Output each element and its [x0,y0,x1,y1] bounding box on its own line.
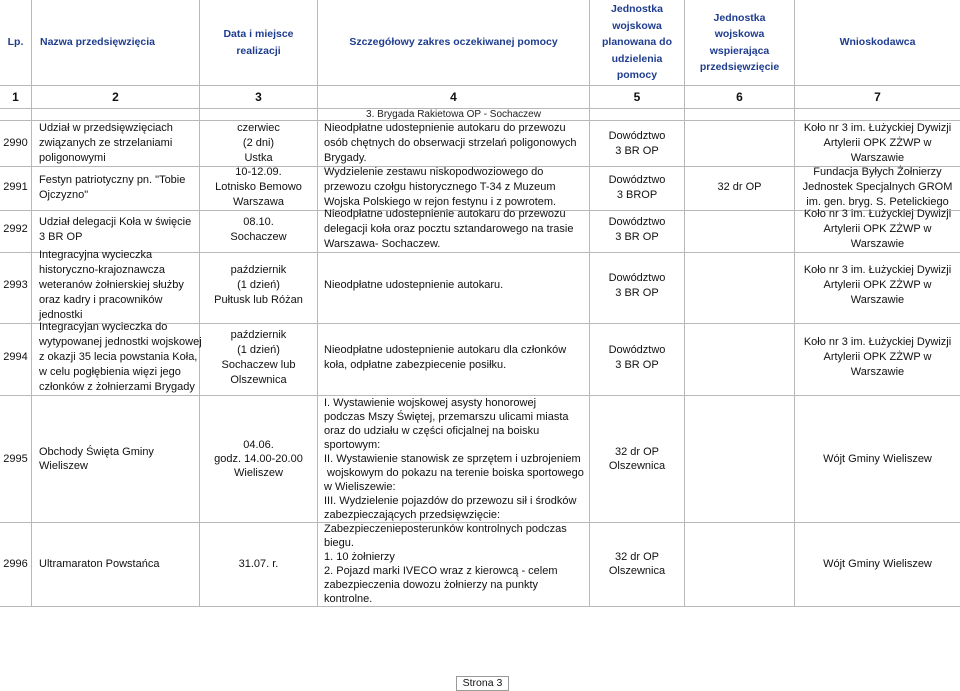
page-number-box [456,676,509,691]
planned-unit-cell [590,522,685,607]
event-name-text: weteranów żołnierskiej służby [39,279,184,291]
applicant-text: Koło nr 3 im. Łużyckiej Dywizji [803,122,952,134]
assistance-scope-text: III. Wydzielenie pojazdów do przewozu sił i środków [324,495,577,507]
assistance-scope-text: podczas Mszy Świętej, przemarszu ulicami miasta [324,411,569,423]
assistance-scope-text: oraz do udziału w części oficjalnej na boisku [324,425,540,437]
assistance-scope-text: przewozu czołgu historycznego T-34 z Muzeum [324,181,556,193]
supporting-unit-text: 32 dr OP [717,181,762,193]
page-number: Strona 3 [462,677,503,689]
date-and-place-text: 08.10. [243,215,274,228]
applicant-text: Fundacja Byłych Żołnierzy [813,166,942,178]
section-row [0,109,960,121]
table-row [0,320,960,396]
table-row [0,522,960,606]
header-planned-unit [590,0,685,86]
date-and-place-cell [200,121,318,167]
date-and-place-text: czerwiec [237,122,280,134]
applicant-text: Koło nr 3 im. Łużyckiej Dywizji [803,208,952,220]
row-number-text: 2992 [3,223,28,235]
date-and-place-text: Pułtusk lub Różan [214,294,303,306]
event-name-text: historyczno-krajoznawcza [39,264,165,276]
assistance-scope-text: Nieodpłatne udostepnienie autokaru dla członków [324,343,567,356]
header-planned-unit-label: Jednostka [611,3,663,16]
event-name-text: Festyn patriotyczny pn. "Tobie [39,173,186,186]
column-number: 1 [0,86,32,109]
date-and-place-text: Lotnisko Bemowo [215,181,302,193]
assistance-scope-text: zabezpieczających przedsięwzięcie: [324,509,501,521]
row-number-cell [0,165,32,211]
header-lp-label: Lp. [7,36,24,49]
applicant-text: Koło nr 3 im. Łużyckiej Dywizji [803,264,952,276]
empty-cell [32,109,200,121]
assistance-scope-text: koła, odpłatne zabezpiecenie posiłku. [324,358,507,371]
header-supporting-unit-label: wojskowa [714,28,765,40]
event-name-text: Udział delegacji Koła w święcie [39,215,192,228]
row-number-cell [0,248,32,324]
assistance-scope-text: wojskowym do pokazu na terenie boiska sportowego [324,467,584,479]
applicant-text: Artylerii OPK ZŻWP w [823,223,932,235]
date-and-place-cell [200,522,318,607]
planned-unit-text: 3 BR OP [615,230,659,243]
planned-unit-text: 3 BR OP [615,144,659,157]
supporting-unit-cell [685,121,795,167]
planned-unit-cell [590,165,685,211]
event-name-cell [32,522,200,607]
assistance-scope-text: Nieodpłatne udostepnienie autokaru do przewozu [324,208,566,220]
supporting-unit-cell [685,396,795,523]
assistance-scope-text: zabezpieczenia dowozu żołnierzy na punkty [324,579,539,591]
applicant-cell [795,522,960,607]
empty-cell [0,109,32,121]
event-name-text: z okazji 35 lecia powstania Koła, [39,351,198,363]
assistance-scope-cell [318,248,590,324]
assistance-scope-text: kontrolne. [324,593,373,605]
event-name-text: Integracyjan wycieczka do [39,321,168,333]
planned-unit-text: Dowództwo [608,129,666,142]
column-number: 7 [795,86,960,109]
applicant-cell [795,320,960,396]
row-number-text: 2995 [3,453,28,465]
assistance-scope-text: delegacji koła oraz pocztu sztandarowego na trasie [324,223,574,235]
assistance-scope-text: II. Wystawienie stanowisk ze sprzętem i uzbrojeniem [324,453,581,465]
planned-unit-text: Olszewnica [608,565,666,577]
header-date-and-place-label: realizacji [236,44,281,57]
assistance-scope-cell [318,522,590,607]
event-name-cell [32,320,200,396]
event-name-cell [32,396,200,523]
date-and-place-cell [200,396,318,523]
applicant-text: Artylerii OPK ZŻWP w [823,351,932,363]
date-and-place-text: Warszawa [233,196,284,208]
row-number-cell [0,207,32,253]
header-supporting-unit-label: przedsięwzięcie [699,61,780,73]
event-name-text: Udział w przedsięwzięciach [39,122,173,134]
planned-unit-text: Dowództwo [608,173,666,186]
planned-unit-cell [590,396,685,523]
event-name-text: wytypowanej jednostki wojskowej [39,336,202,348]
planned-unit-cell [590,248,685,324]
date-and-place-cell [200,165,318,211]
date-and-place-text: Sochaczew [230,230,287,243]
event-name-text: Ojczyzno" [39,188,89,201]
assistance-scope-text: Nieodpłatne udostepnienie autokaru do przewozu [324,122,566,134]
table-row [0,207,960,248]
planned-unit-text: 3 BROP [616,188,658,201]
date-and-place-cell [200,207,318,253]
empty-cell [795,109,960,121]
empty-cell [590,109,685,121]
assistance-scope-text: sportowym: [324,439,381,451]
row-number-text: 2990 [3,137,28,149]
applicant-cell [795,207,960,253]
date-and-place-text: Sochaczew lub [221,358,296,371]
header-supporting-unit [685,0,795,86]
applicant-text: im. gen. bryg. S. Petelickiego [806,196,949,208]
header-event-name [32,0,200,86]
date-and-place-text: (2 dni) [242,137,275,149]
applicant-cell [795,165,960,211]
assistance-scope-cell [318,207,590,253]
header-lp [0,0,32,86]
section-title: 3. Brygada Rakietowa OP - Sochaczew [318,109,590,121]
event-name-cell [32,248,200,324]
table-body [0,121,960,606]
table-row [0,165,960,207]
applicant-text: Wójt Gminy Wieliszew [823,558,932,570]
table-row [0,248,960,320]
event-name-text: jednostki [39,309,83,321]
event-name-text: Wieliszew [39,460,88,472]
column-number: 4 [318,86,590,109]
row-number-cell [0,396,32,523]
row-number-text: 2991 [3,181,28,193]
date-and-place-cell [200,248,318,324]
event-name-text: Obchody Święta Gminy [39,446,154,458]
applicant-text: Koło nr 3 im. Łużyckiej Dywizji [803,336,952,348]
applicant-cell [795,121,960,167]
assistance-scope-text: Zabezpieczenieposterunków kontrolnych podczas [324,523,567,535]
applicant-text: Warszawie [850,152,905,164]
header-assistance-scope [318,0,590,86]
assistance-scope-text: w Wieliszewie: [324,481,396,493]
table-row [0,121,960,165]
supporting-unit-cell [685,207,795,253]
date-and-place-text: godz. 14.00-20.00 [214,453,303,465]
row-number-cell [0,522,32,607]
header-planned-unit-label: planowana do [601,36,672,49]
applicant-text: Artylerii OPK ZŻWP w [823,137,932,149]
header-event-name-label: Nazwa przedsięwzięcia [40,36,155,49]
supporting-unit-cell [685,248,795,324]
event-name-text: poligonowymi [39,152,106,164]
assistance-scope-text: Wydzielenie zestawu niskopodwoziowego do [324,166,544,178]
empty-cell [685,109,795,121]
header-planned-unit-label: udzielenia [611,52,663,65]
assistance-scope-text: Wojska Polskiego w rejon festynu i z powrotem. [324,196,557,208]
event-name-text: członków z żołnierzami Brygady [39,381,195,393]
date-and-place-text: Wieliszew [234,467,283,479]
date-and-place-text: (1 dzień) [237,279,280,291]
planned-unit-cell [590,207,685,253]
header-applicant [795,0,960,86]
assistance-scope-cell [318,121,590,167]
date-and-place-text: Olszewnica [230,373,287,386]
assistance-scope-text: 2. Pojazd marki IVECO wraz z kierowcą - celem [324,565,558,577]
row-number-text: 2994 [3,351,28,363]
planned-unit-text: 3 BR OP [615,358,659,371]
header-assistance-scope-label: Szczegółowy zakres oczekiwanej pomocy [349,36,558,49]
table-row [0,396,960,522]
supporting-unit-cell [685,320,795,396]
event-name-text: oraz kadry i pracowników [39,294,163,306]
assistance-scope-text: biegu. [324,537,354,549]
planned-unit-text: Dowództwo [608,215,666,228]
empty-cell [200,109,318,121]
assistance-scope-cell [318,165,590,211]
header-planned-unit-label: wojskowa [612,19,662,32]
row-number-cell [0,320,32,396]
column-number: 3 [200,86,318,109]
applicant-text: Warszawie [850,366,905,378]
applicant-cell [795,248,960,324]
planned-unit-cell [590,121,685,167]
row-number-cell [0,121,32,167]
date-and-place-text: październik [230,264,287,276]
row-number-text: 2996 [3,558,28,570]
date-and-place-text: 10-12.09. [235,166,282,178]
event-name-text: w celu pogłębienia więzi jego [39,366,181,378]
assistance-scope-text: I. Wystawienie wojskowej asysty honorowej [324,397,537,409]
planned-unit-text: 32 dr OP [614,446,660,458]
supporting-unit-cell [685,522,795,607]
applicant-text: Warszawie [850,238,905,250]
date-and-place-text: 04.06. [243,439,274,451]
event-name-cell [32,121,200,167]
planned-unit-text: Dowództwo [608,343,666,356]
assistance-scope-text: osób chętnych do obserwacji strzelań poligonowych [324,137,577,149]
event-name-text: 3 BR OP [39,230,83,243]
date-and-place-text: 31.07. r. [238,558,279,570]
assistance-scope-cell [318,320,590,396]
event-name-text: związanych ze strzelaniami [39,137,173,149]
date-and-place-text: Ustka [244,152,273,164]
column-number: 2 [32,86,200,109]
header-supporting-unit-label: Jednostka [713,11,766,24]
planned-unit-text: Dowództwo [608,271,666,284]
assistance-scope-text: 1. 10 żołnierzy [324,551,395,563]
header-planned-unit-label: pomocy [616,69,658,82]
applicant-cell [795,396,960,523]
event-name-text: Integracyjna wycieczka [39,249,153,261]
header-date-and-place [200,0,318,86]
header-applicant-label: Wnioskodawca [839,36,916,49]
planned-unit-text: 32 dr OP [614,551,660,563]
column-number: 5 [590,86,685,109]
assistance-scope-text: Warszawa- Sochaczew. [324,238,441,250]
applicant-text: Wójt Gminy Wieliszew [823,453,932,465]
supporting-unit-cell [685,165,795,211]
planned-unit-cell [590,320,685,396]
event-name-text: Ultramaraton Powstańca [39,558,160,570]
row-number-text: 2993 [3,279,28,291]
event-name-cell [32,165,200,211]
column-number: 6 [685,86,795,109]
planned-unit-text: Olszewnica [608,460,666,472]
event-name-cell [32,207,200,253]
applicant-text: Warszawie [850,294,905,306]
applicant-text: Jednostek Specjalnych GROM [802,181,953,193]
date-and-place-cell [200,320,318,396]
applicant-text: Artylerii OPK ZŻWP w [823,279,932,291]
assistance-scope-cell [318,396,590,523]
column-numbers-row [0,86,960,109]
header-date-and-place-label: Data i miejsce [223,28,294,40]
table-header [0,0,960,86]
assistance-scope-text: Nieodpłatne udostepnienie autokaru. [324,279,504,291]
planned-unit-text: 3 BR OP [615,286,659,299]
assistance-scope-text: Brygady. [324,152,367,164]
date-and-place-text: (1 dzień) [237,343,280,356]
header-supporting-unit-label: wspierająca [709,44,770,57]
date-and-place-text: październik [230,328,287,341]
